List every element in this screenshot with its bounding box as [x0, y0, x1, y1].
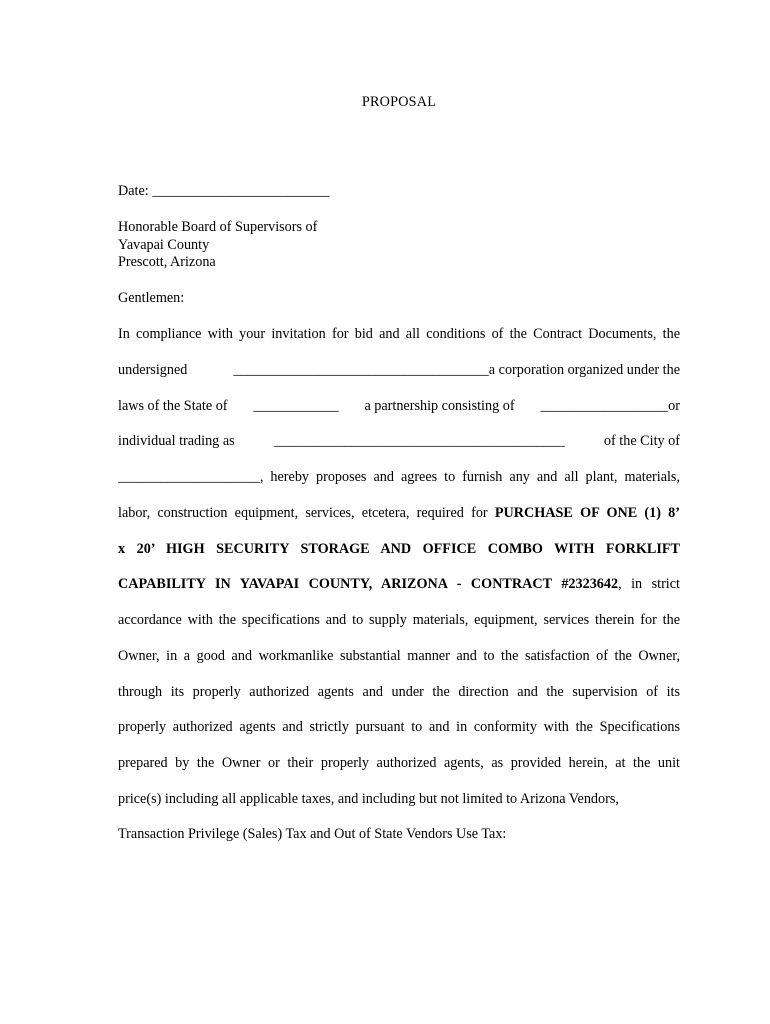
recipient-address	[118, 219, 317, 272]
body-line-8-b: , in strict	[618, 576, 680, 592]
contract-title-part-2: x 20’ HIGH SECURITY STORAGE AND OFFICE COMBO WITH FORKLIFT	[118, 541, 680, 557]
body-line-3-d: __________________or	[540, 398, 680, 414]
body-line-2	[118, 362, 680, 379]
body-line-10: Owner, in a good and workmanlike substantial manner and to the satisfaction of the Owner,	[118, 648, 680, 664]
body-line-13: prepared by the Owner or their properly authorized agents, as provided herein, at the unit	[118, 755, 680, 771]
body-line-4-b: _________________________________________	[273, 433, 565, 449]
contract-title-part-1: PURCHASE OF ONE (1) 8’	[494, 505, 680, 521]
body-line-4-c: of the City of	[603, 433, 680, 449]
body-line-11: through its properly authorized agents and under the direction and the supervision of its	[118, 684, 680, 700]
body-line-9: accordance with the specifications and to supply materials, equipment, services therein for the	[118, 612, 680, 628]
body-line-3-c: a partnership consisting of	[364, 398, 515, 414]
body-line-5: ____________________, hereby proposes and agrees to furnish any and all plant, materials,	[118, 469, 680, 485]
body-line-6	[118, 505, 680, 522]
address-line-1: Honorable Board of Supervisors of	[118, 219, 318, 235]
body-line-4	[118, 433, 680, 450]
body-line-3	[118, 398, 680, 415]
contract-title-part-3: CAPABILITY IN YAVAPAI COUNTY, ARIZONA - CONTRACT #2323642	[118, 576, 619, 592]
body-line-6-a: labor, construction equipment, services, etcetera, required for	[118, 505, 495, 521]
address-line-2: Yavapai County	[118, 236, 210, 253]
body-line-3-a: laws of the State of	[118, 398, 228, 414]
page-title: PROPOSAL	[361, 94, 437, 110]
body-line-3-b: ____________	[253, 398, 339, 414]
body-line-8	[118, 576, 680, 593]
body-line-7	[118, 541, 680, 558]
body-line-12: properly authorized agents and strictly pursuant to and in conformity with the Specifications	[118, 719, 680, 735]
body-line-1: In compliance with your invitation for bid and all conditions of the Contract Documents, the	[118, 326, 680, 342]
body-line-2-a: undersigned	[118, 362, 188, 378]
body-line-14: price(s) including all applicable taxes, and including but not limited to Arizona Vendors,	[118, 791, 619, 807]
body-line-4-a: individual trading as	[118, 433, 235, 449]
body-line-15: Transaction Privilege (Sales) Tax and Out of State Vendors Use Tax:	[118, 826, 507, 842]
salutation: Gentlemen:	[118, 290, 185, 306]
body-line-2-b: ____________________________________a corporation organized under the	[233, 362, 680, 378]
date-line: Date: _________________________	[118, 183, 330, 199]
address-line-3: Prescott, Arizona	[118, 254, 216, 270]
